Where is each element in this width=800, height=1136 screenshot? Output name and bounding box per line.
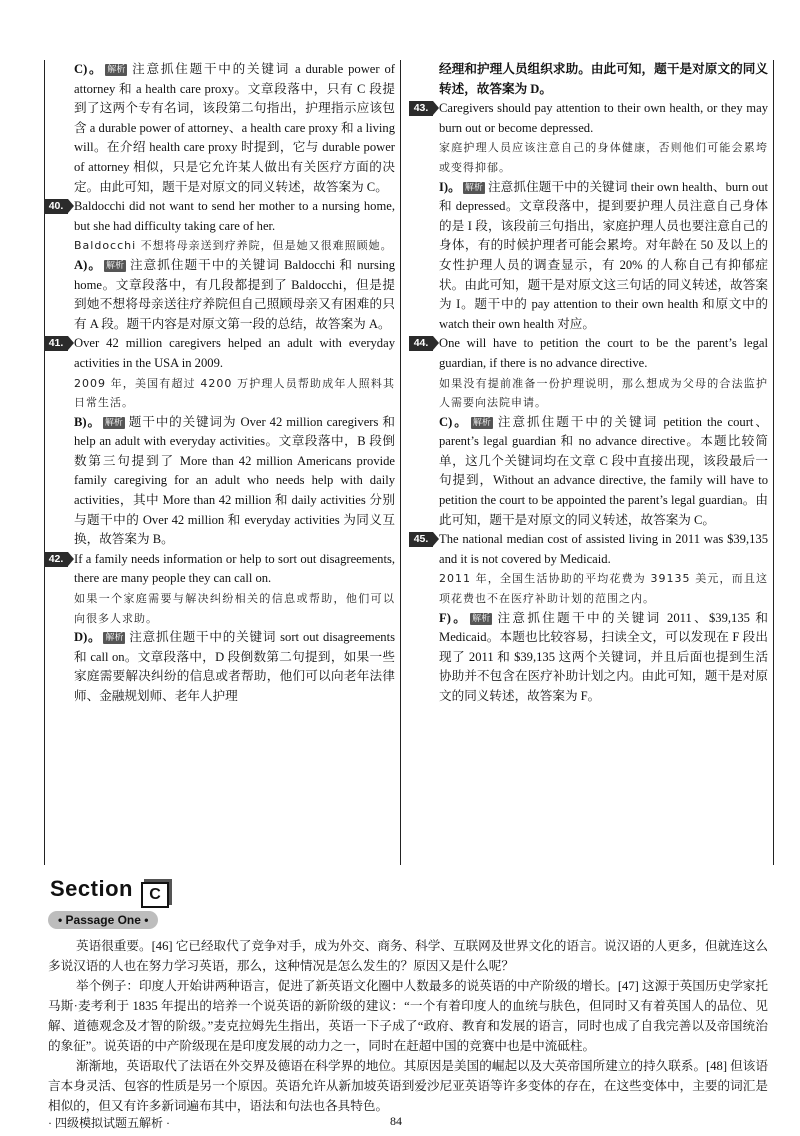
question-translation: 家庭护理人员应该注意自己的身体健康，否则他们可能会累垮或变得抑郁。 <box>439 141 768 174</box>
analysis-tag-icon: 解析 <box>464 182 483 193</box>
question-number: 44. <box>409 336 433 351</box>
answer-letter: F)。 <box>439 610 469 625</box>
left-column <box>48 60 395 865</box>
section-title: Section <box>50 876 133 901</box>
answer-explanation <box>413 413 768 531</box>
question-number: 45. <box>409 532 433 547</box>
question-number: 40. <box>44 199 68 214</box>
two-column-answers <box>48 60 768 865</box>
question-english: Baldocchi did not want to send her mother to a nursing home, but she had difficulty taking care of her. <box>74 199 395 233</box>
analysis-tag-icon: 解析 <box>472 613 491 624</box>
question-english: The national median cost of assisted living in 2011 was $39,135 and it is not covered by Medicaid. <box>439 532 768 566</box>
question-number: 43. <box>409 101 433 116</box>
answer-explanation <box>48 628 395 706</box>
passage-paragraph: 举个例子：印度人开始讲两种语言，促进了新英语文化圈中人数最多的说英语的中产阶级的增长。[47] 这源于英国历史学家托马斯·麦考利于 1835 年提出的培养一个说英语的新阶级的建议：“一个有着印度人的血统与肤色，但同时又有着英国人的品位、见解、道德观念及才智的阶级。”麦克拉姆先生指出，英语一下子成了“政府、教育和发展的语言，同时也成了自我完善以及帝国统治的象征”。说英语的中产阶级现在是印度发展的动力之一，同时在赶超中国的竞赛中也是中流砥柱。 <box>48 979 768 1053</box>
section-heading <box>50 876 169 908</box>
question-number: 41. <box>44 336 68 351</box>
question-translation: 如果一个家庭需要与解决纠纷相关的信息或帮助，他们可以向很多人求助。 <box>74 592 395 625</box>
question-translation: 如果没有提前准备一份护理说明，那么想成为父母的合法监护人需要向法院申请。 <box>439 376 768 410</box>
passage-paragraph: 英语很重要。[46] 它已经取代了竞争对手，成为外交、商务、科学、互联网及世界文化的语言。说汉语的人更多，但就连这么多说汉语的人也在努力学习英语，那么，这种情况是怎么发生的？原因又是什么呢？ <box>48 939 768 973</box>
answer-explanation <box>48 256 395 334</box>
question-item <box>413 99 768 177</box>
analysis-tag-icon: 解析 <box>105 260 124 271</box>
question-number: 42. <box>44 552 68 567</box>
answer-letter: 经理和护理人员组织求助。由此可知，题干是对原文的同义转述，故答案为 D。 <box>439 62 768 96</box>
analysis-text: 注意抓住题干中的关键词 petition the court、parent’s legal guardian 和 no advance directive。本题比较简单，这几个关键词均在文章 C 段中直接出现，该段最后一句提到，Without an advance directive, the family will have to petition the court to be appointed the parent’s legal guardian。由此可知，题干是对原文的同义转述，故答案为 C。 <box>439 414 768 527</box>
question-item <box>48 197 395 256</box>
answer-explanation <box>413 178 768 335</box>
analysis-text: 注意抓住题干中的关键词 a durable power of attorney 和 a health care proxy。文章段落中，只有 C 段提到了这两个专有名词，该段第二句指出，护理指示应该包含 a durable power of attorney、a health care proxy 和 a living will。在介绍 health care proxy 时提到，它与 durable power of attorney 相似，只是它允许某人做出有关医疗方面的决定。由此可知，题干是对原文的同义转述，故答案为 C。 <box>74 62 395 194</box>
answer-explanation <box>48 413 395 550</box>
question-english: If a family needs information or help to sort out disagreements, there are many people they can call on. <box>74 551 395 586</box>
question-item <box>413 334 768 412</box>
analysis-tag-icon: 解析 <box>105 633 124 644</box>
section-letter-icon: C <box>141 882 169 908</box>
question-translation: Baldocchi 不想将母亲送到疗养院，但是她又很难照顾她。 <box>74 239 393 253</box>
question-english: One will have to petition the court to be the parent’s legal guardian, if there is no advance directive. <box>439 336 768 370</box>
left-rule <box>44 60 45 865</box>
passage-paragraph: 渐渐地，英语取代了法语在外交界及德语在科学界的地位。其原因是美国的崛起以及大英帝国所建立的持久联系。[48] 但该语言本身灵活、包容的性质是另一个原因。英语允许从新加坡英语到爱沙尼亚英语等许多变体的存在，在这些变体中，主要的词汇是相似的，但又有许多新词遍布其中，语法和句法也各具特色。 <box>48 1059 768 1113</box>
answer-explanation <box>48 60 395 197</box>
page-number: 84 <box>390 1114 402 1128</box>
analysis-text: 注意抓住题干中的关键词 Baldocchi 和 nursing home。文章段落中，有几段都提到了 Baldocchi，但是提到她不想将母亲送往疗养院但自己照顾母亲又有困难的只有 A 段。题干内容是对原文第一段的总结，故答案为 A。 <box>74 257 395 331</box>
answer-letter: I)。 <box>439 179 461 194</box>
center-rule <box>400 60 401 865</box>
passage-label: • Passage One • <box>48 911 158 929</box>
analysis-tag-icon: 解析 <box>472 417 491 428</box>
right-column <box>413 60 768 865</box>
question-english: Caregivers should pay attention to their own health, or they may burn out or become depressed. <box>439 101 768 135</box>
answer-explanation <box>413 609 768 707</box>
answer-explanation <box>413 60 768 99</box>
answer-letter: A)。 <box>74 257 102 272</box>
answer-letter: D)。 <box>74 630 102 645</box>
question-item <box>48 334 395 412</box>
analysis-tag-icon: 解析 <box>104 417 123 428</box>
question-translation: 2009 年，美国有超过 4200 万护理人员帮助成年人照料其日常生活。 <box>74 376 395 410</box>
answer-letter: C)。 <box>74 62 104 76</box>
passage-translation <box>48 936 768 1116</box>
analysis-text: 注意抓住题干中的关键词 sort out disagreements 和 call on。文章段落中，D 段倒数第二句提到，如果一些家庭需要解决纠纷的信息或者帮助，他们可以向老年法律师、金融规划师、老年人护理 <box>74 630 396 703</box>
analysis-text: 题干中的关键词为 Over 42 million caregivers 和 help an adult with everyday activities。文章段落中，B 段倒数第三句提到了 More than 42 million Americans provide family caregiving for an adult who needs help with daily activities，其中 More than 42 million 和 daily activities 分别与题干中的 Over 42 million 和 everyday activities 为同义互换，故答案为 B。 <box>74 414 396 547</box>
right-rule <box>773 60 774 865</box>
analysis-tag-icon: 解析 <box>107 65 126 75</box>
footer-title: · 四级模拟试题五解析 · <box>48 1116 170 1130</box>
question-item <box>413 530 768 608</box>
answer-letter: B)。 <box>74 414 101 429</box>
question-english: Over 42 million caregivers helped an adult with everyday activities in the USA in 2009. <box>74 336 395 370</box>
analysis-text: 注意抓住题干中的关键词 their own health、burn out 和 depressed。文章段落中，提到要护理人员注意自己身体的是 I 段，该段前三句指出，家庭护理人员也要注意自己的身体，有的时候护理者可能会累垮。对年龄在 50 及以上的女性护理人员的调查显示，有 20% 的人称自己有抑郁症状。由此可知，题干是对原文这三句话的同义转述，故答案为 I。题干中的 pay attention to their own health 和原文中的 watch their own health 对应。 <box>439 179 768 331</box>
question-item <box>48 550 395 628</box>
answer-letter: C)。 <box>439 414 469 429</box>
question-translation: 2011 年，全国生活协助的平均花费为 39135 美元，而且这项花费也不在医疗补助计划的范围之内。 <box>439 572 768 606</box>
analysis-text: 注意抓住题干中的关键词 2011、$39,135 和 Medicaid。本题也比较容易，扫读全文，可以发现在 F 段出现了 2011 和 $39,135 这两个关键词，并且后面也提到生活协助并不包含在医疗补助计划之内。由此可知，题干是对原文的同义转述，故答案为 F。 <box>439 610 769 703</box>
